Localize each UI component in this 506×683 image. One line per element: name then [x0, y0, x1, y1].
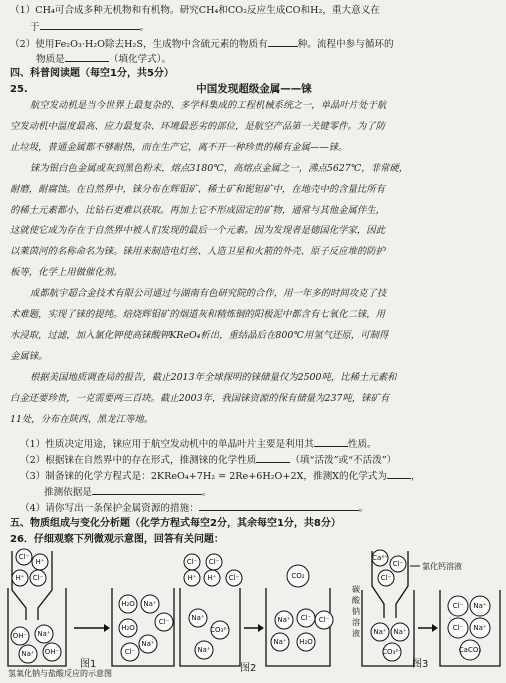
ion-label: Na⁺: [21, 650, 35, 658]
section-4-heading: 四、科普阅读题（每空1分，共5分）: [10, 68, 174, 79]
answer-blank[interactable]: [199, 500, 359, 511]
ion-label: OH⁻: [12, 632, 28, 640]
section-5-heading: 五、物质组成与变化分析题（化学方程式每空2分，其余每空1分，共8分）: [10, 518, 341, 529]
question-25-number: 25.: [10, 84, 28, 95]
article-line: 铼为银白色金属或灰到黑色粉末，熔点3180℃，高熔点金属之一，沸点5627℃，非常硬，: [30, 162, 409, 174]
ion-label: Cl⁻: [380, 574, 392, 582]
article-line: 止垃圾，普通金属都不够耐热，而在生产它，离不开一种珍贵的稀有金属——铼。: [10, 141, 348, 153]
article-line: 白金还要珍贵，一克需要两三百块。截止2003年，我国铼资源的保有储量为237吨，铼矿有: [10, 392, 390, 404]
question-26-prompt: 26．仔细观察下列微观示意图，回答有关问题：: [10, 534, 224, 545]
ion-label: CaCO₃: [458, 646, 482, 654]
side-label: 碳酸钠溶液: [352, 585, 360, 638]
funnel-label: 氯化钙溶液: [422, 562, 462, 571]
ion-label: Cl⁻: [452, 624, 464, 632]
ion-label: Na⁺: [143, 600, 157, 608]
ion-label: Cl⁻: [124, 648, 136, 656]
ion-label: Na⁺: [141, 640, 155, 648]
article-line: 术难题，实现了铼的提纯。焙烧辉钼矿的烟道灰和精炼铜的阳极泥中都含有七氧化二铼，用: [10, 309, 386, 320]
ion-label: H⁺: [187, 574, 197, 582]
answer-blank[interactable]: [314, 436, 348, 447]
article-line: 11处，分布在陕西、黑龙江等地。: [10, 413, 154, 425]
article-line: 成都航宇超合金技术有限公司通过与湖南有色研究院的合作，用一年多的时间攻克了技: [30, 288, 387, 300]
q-prev-item2: （2）使用Fe₂O₃·H₂O除去H₂S，生成物中含硫元素的物质有 种。流程中参与循环的: [10, 36, 498, 51]
ion-label: CO₂: [291, 572, 305, 580]
ion-label: Cl⁻: [300, 614, 312, 622]
figure-1-caption: 氢氧化钠与盐酸反应的示意图: [8, 669, 112, 678]
answer-blank[interactable]: [65, 51, 109, 62]
ion-label: Cl⁻: [228, 574, 240, 582]
ion-label: Ca²⁺: [372, 554, 388, 562]
question-25-1: （1）性质决定用途，铼应用于航空发动机中的单晶叶片主要是利用其 性质。: [20, 436, 498, 451]
figure-3-label: 图3: [412, 659, 429, 670]
ion-label: Na⁺: [273, 638, 287, 646]
answer-blank[interactable]: [387, 468, 411, 479]
ion-label: CO₃²⁻: [210, 626, 230, 634]
article-line: 空发动机中温度最高、应力最复杂、环境最恶劣的部位，是航空产品第一关键零件。为了防: [10, 120, 386, 132]
ion-label: H⁺: [35, 558, 45, 566]
figure-2: [180, 554, 333, 666]
answer-blank[interactable]: [256, 452, 290, 463]
ion-label: Cl⁻: [158, 618, 170, 626]
answer-blank[interactable]: [92, 484, 202, 495]
question-25-4: （4）请你写出一条保护金属资源的措施： 。: [20, 500, 498, 515]
question-25-2: （2）根据铼在自然界中的存在形式，推测铼的化学性质 （填“活泼”或“不活泼”）: [20, 452, 498, 467]
ion-label: Cl⁻: [186, 558, 198, 566]
ion-label: Na⁺: [373, 628, 387, 636]
q-prev-item2-cont: 物质是 （填化学式）。: [36, 51, 498, 66]
ion-label: H⁺: [15, 574, 25, 582]
q-prev-item1-cont: 于 。: [30, 19, 498, 34]
ion-label: Cl⁻: [18, 553, 30, 561]
article-line: 航空发动机是当今世界上最复杂的、多学科集成的工程机械系统之一，单晶叶片处于航: [30, 100, 387, 111]
article-title: 中国发现超级金属——铼: [196, 83, 312, 95]
figure-1-label: 图1: [80, 659, 97, 670]
figure-2-label: 图2: [240, 663, 257, 674]
ion-label: Cl⁻: [452, 602, 464, 610]
ion-label: Na⁺: [473, 602, 487, 610]
article-line: 根据美国地质调查局的报告，截止2013年全球探明的铼储量仅为2500吨，比稀土元素和: [30, 371, 397, 383]
ion-label: Na⁺: [277, 616, 291, 624]
ion-label: H₂O: [299, 638, 313, 646]
ion-label: Cl⁻: [32, 574, 44, 582]
ion-label: Na⁺: [473, 624, 487, 632]
ion-label: Na⁺: [191, 614, 205, 622]
ion-label: Cl⁻: [208, 558, 220, 566]
question-25-3-basis: 推测依据是 。: [44, 484, 498, 499]
article-line: 的稀土元素都小，比钻石更难以获取。再加上它不形成固定的矿物，通常与其他金属伴生，: [10, 204, 386, 216]
ion-label: H⁺: [207, 574, 217, 582]
article-line: 板等，化学上用做催化剂。: [10, 267, 123, 279]
ion-label: CO₃²⁻: [382, 648, 402, 656]
article-line: 以莱茵河的名称命名为铼。铼用来制造电灯丝、人造卫星和火箭的外壳、原子反应堆的防护: [10, 246, 386, 258]
figure-3: [352, 550, 500, 666]
article-line: 水浸取，过滤，加入氯化钾使高铼酸钾KReO₄析出，重结晶后在800℃用氢气还原，可制得: [10, 329, 389, 341]
article-line: 金属铼。: [10, 350, 48, 362]
ion-label: Cl⁻: [318, 616, 330, 624]
answer-blank[interactable]: [268, 36, 298, 47]
ion-label: H₂O: [121, 600, 135, 608]
ion-label: H₂O: [121, 624, 135, 632]
ion-label: Cl⁻: [392, 560, 404, 568]
ion-label: OH⁻: [44, 648, 60, 656]
ion-label: Na⁺: [393, 628, 407, 636]
answer-blank[interactable]: [40, 19, 140, 30]
article-line: 这就使它成为存在于自然界中被人们发现的最后一个元素。因为发现者是德国化学家，因此: [10, 225, 386, 237]
question-25-3: （3）制备铼的化学方程式是：2KReO₄+7H₂ = 2Re+6H₂O+2X，推测X的化学式为 ，: [20, 468, 498, 483]
ion-label: Na⁺: [197, 646, 211, 654]
ion-label: Na⁺: [37, 630, 51, 638]
article-line: 耐磨，耐腐蚀。在自然界中，铼分布在辉钼矿、稀土矿和铌钽矿中，在地壳中的含量比所有: [10, 183, 386, 195]
q-prev-item1: （1）CH₄可合成多种无机物和有机物。研究CH₄和CO₂反应生成CO和H₂，重大意义在: [10, 5, 380, 16]
